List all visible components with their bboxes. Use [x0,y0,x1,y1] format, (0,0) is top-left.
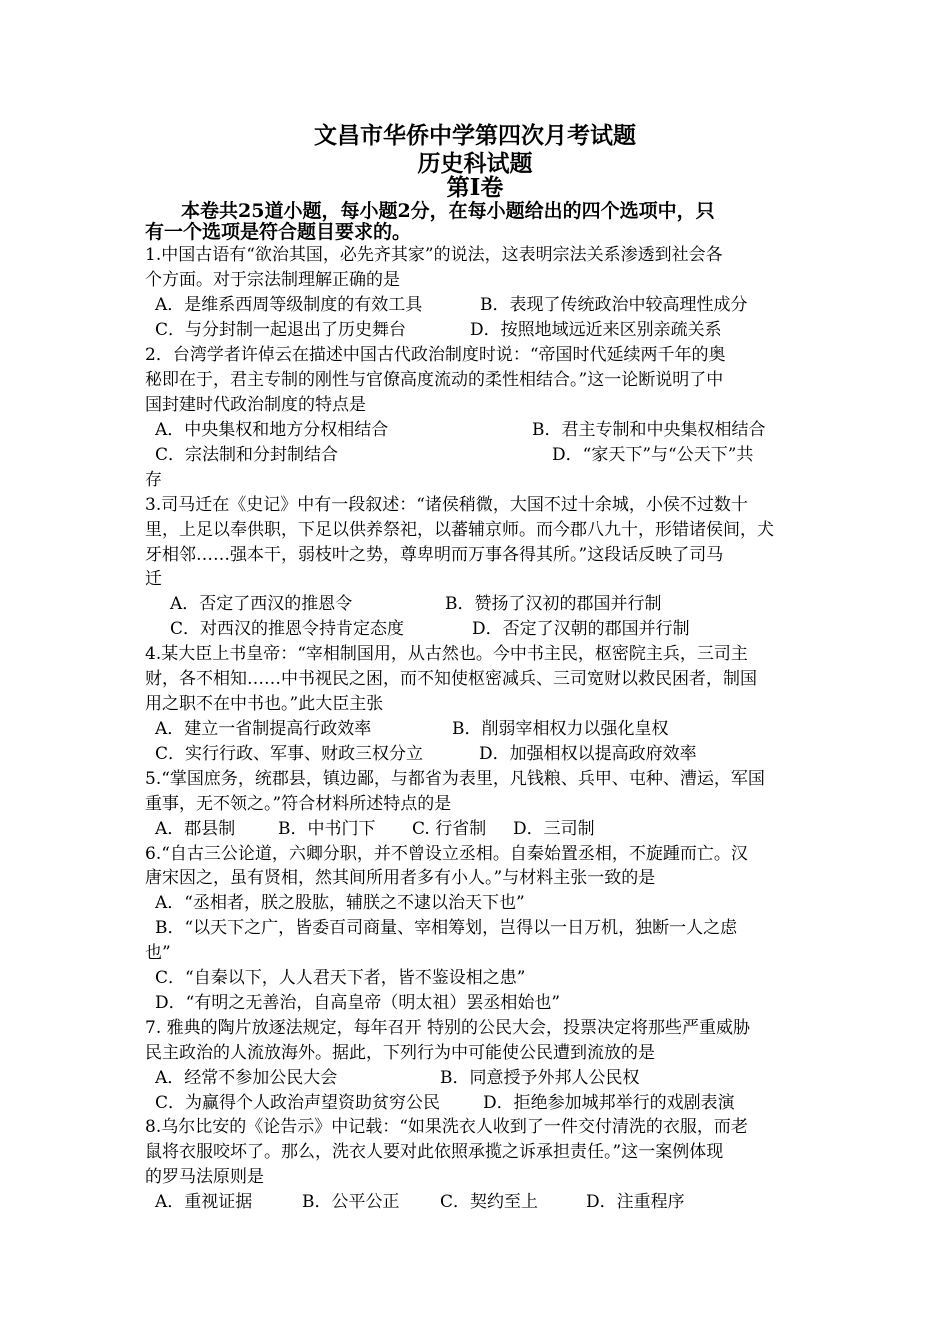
question-text: 7. 雅典的陶片放逐法规定，每年召开 特别的公民大会，投票决定将那些严重威胁 [145,1018,751,1038]
exam-subtitle: 历史科试题 [417,150,533,177]
question-text: 8.乌尔比安的《论告示》中记载：“如果洗衣人收到了一件交付清洗的衣服，而老 [145,1117,748,1137]
option-b[interactable]: B．赞扬了汉初的郡国并行制 [445,594,662,614]
question-text: 个方面。对于宗法制理解正确的是 [145,270,400,290]
option-d[interactable]: D．“有明之无善治，自高皇帝（明太祖）罢丞相始也” [155,993,561,1013]
option-c[interactable]: C. 行省制 [412,819,487,839]
question-text: 重事，无不领之。”符合材料所述特点的是 [145,794,452,814]
question-text: 唐宋因之，虽有贤相，然其间所用者多有小人。”与材料主张一致的是 [145,868,656,888]
option-b[interactable]: B．公平公正 [302,1192,400,1212]
option-d-continued: 存 [145,470,162,490]
option-c[interactable]: C．契约至上 [440,1192,539,1212]
option-a[interactable]: A．经常不参加公民大会 [155,1068,338,1088]
option-b[interactable]: B．中书门下 [278,819,376,839]
option-d[interactable]: D．按照地域远近来区别亲疏关系 [470,320,722,340]
question-text: 里，上足以奉供职，下足以供养祭祀，以蕃辅京师。而今郡八九十，形错诸侯间，犬 [145,520,774,540]
question-text: 鼠将衣服咬坏了。那么，洗衣人要对此依照承揽之诉承担责任。”这一案例体现 [145,1142,724,1162]
question-text: 民主政治的人流放海外。据此，下列行为中可能使公民遭到流放的是 [145,1043,655,1063]
question-text: 6.“自古三公论道，六卿分职，并不曾设立丞相。自秦始置丞相，不旋踵而亡。汉 [145,844,748,864]
option-a[interactable]: A．否定了西汉的推恩令 [170,594,353,614]
question-text: 财，各不相知……中书视民之困，而不知使枢密减兵、三司宽财以救民困者，制国 [145,669,757,689]
question-text: 2．台湾学者许倬云在描述中国古代政治制度时说：“帝国时代延续两千年的奥 [145,345,726,365]
option-d[interactable]: D．三司制 [513,819,595,839]
instructions-line: 有一个选项是符合题目要求的。 [145,221,412,243]
option-b-continued: 也” [145,943,171,963]
question-text: 的罗马法原则是 [145,1167,264,1187]
question-text: 牙相邻……强本干，弱枝叶之势，尊卑明而万事各得其所。”这段话反映了司马 [145,545,724,565]
option-c[interactable]: C．“自秦以下，人人君天下者，皆不鉴设相之患” [155,968,526,988]
instructions-line: 本卷共25道小题，每小题2分，在每小题给出的四个选项中，只 [181,200,715,222]
question-text: 3.司马迁在《史记》中有一段叙述：“诸侯稍微，大国不过十余城，小侯不过数十 [145,495,748,515]
option-b[interactable]: B．表现了传统政治中较高理性成分 [480,295,748,315]
option-b[interactable]: B．君主专制和中央集权相结合 [532,420,766,440]
option-c[interactable]: C．实行行政、军事、财政三权分立 [155,744,424,764]
option-c[interactable]: C．对西汉的推恩令持肯定态度 [170,619,405,639]
option-d[interactable]: D．否定了汉朝的郡国并行制 [472,619,690,639]
option-b[interactable]: B．同意授予外邦人公民权 [440,1068,640,1088]
option-d[interactable]: D．拒绝参加城邦举行的戏剧表演 [483,1093,735,1113]
section-heading: 第Ⅰ卷 [446,174,504,201]
option-c[interactable]: C．宗法制和分封制结合 [155,445,339,465]
option-a[interactable]: A．中央集权和地方分权相结合 [155,420,389,440]
option-a[interactable]: A．郡县制 [155,819,236,839]
question-text: 1.中国古语有“欲治其国，必先齐其家”的说法，这表明宗法关系渗透到社会各 [145,245,723,265]
question-text: 国封建时代政治制度的特点是 [145,395,366,415]
option-c[interactable]: C．为赢得个人政治声望资助贫穷公民 [155,1093,441,1113]
option-d[interactable]: D．“家天下”与“公天下”共 [552,445,754,465]
option-d[interactable]: D．加强相权以提高政府效率 [479,744,697,764]
option-a[interactable]: A．“丞相者，朕之股肱，辅朕之不逮以治天下也” [155,893,525,913]
question-text: 迁 [145,569,162,589]
question-text: 4.某大臣上书皇帝：“宰相制国用，从古然也。今中书主民，枢密院主兵，三司主 [145,644,748,664]
option-b[interactable]: B．削弱宰相权力以强化皇权 [452,719,669,739]
option-a[interactable]: A．是维系西周等级制度的有效工具 [155,295,423,315]
option-b[interactable]: B．“以天下之广，皆委百司商量、宰相筹划，岂得以一日万机，独断一人之虑 [155,918,738,938]
option-d[interactable]: D．注重程序 [586,1192,685,1212]
option-a[interactable]: A．重视证据 [155,1192,253,1212]
option-a[interactable]: A．建立一省制提高行政效率 [155,719,372,739]
exam-title: 文昌市华侨中学第四次月考试题 [314,122,636,149]
question-text: 秘即在于，君主专制的刚性与官僚高度流动的柔性相结合。”这一论断说明了中 [145,370,724,390]
question-text: 用之职不在中书也。”此大臣主张 [145,694,384,714]
option-c[interactable]: C．与分封制一起退出了历史舞台 [155,320,407,340]
question-text: 5.“掌国庶务，统郡县，镇边鄙，与都省为表里，凡钱粮、兵甲、屯种、漕运，军国 [145,769,765,789]
